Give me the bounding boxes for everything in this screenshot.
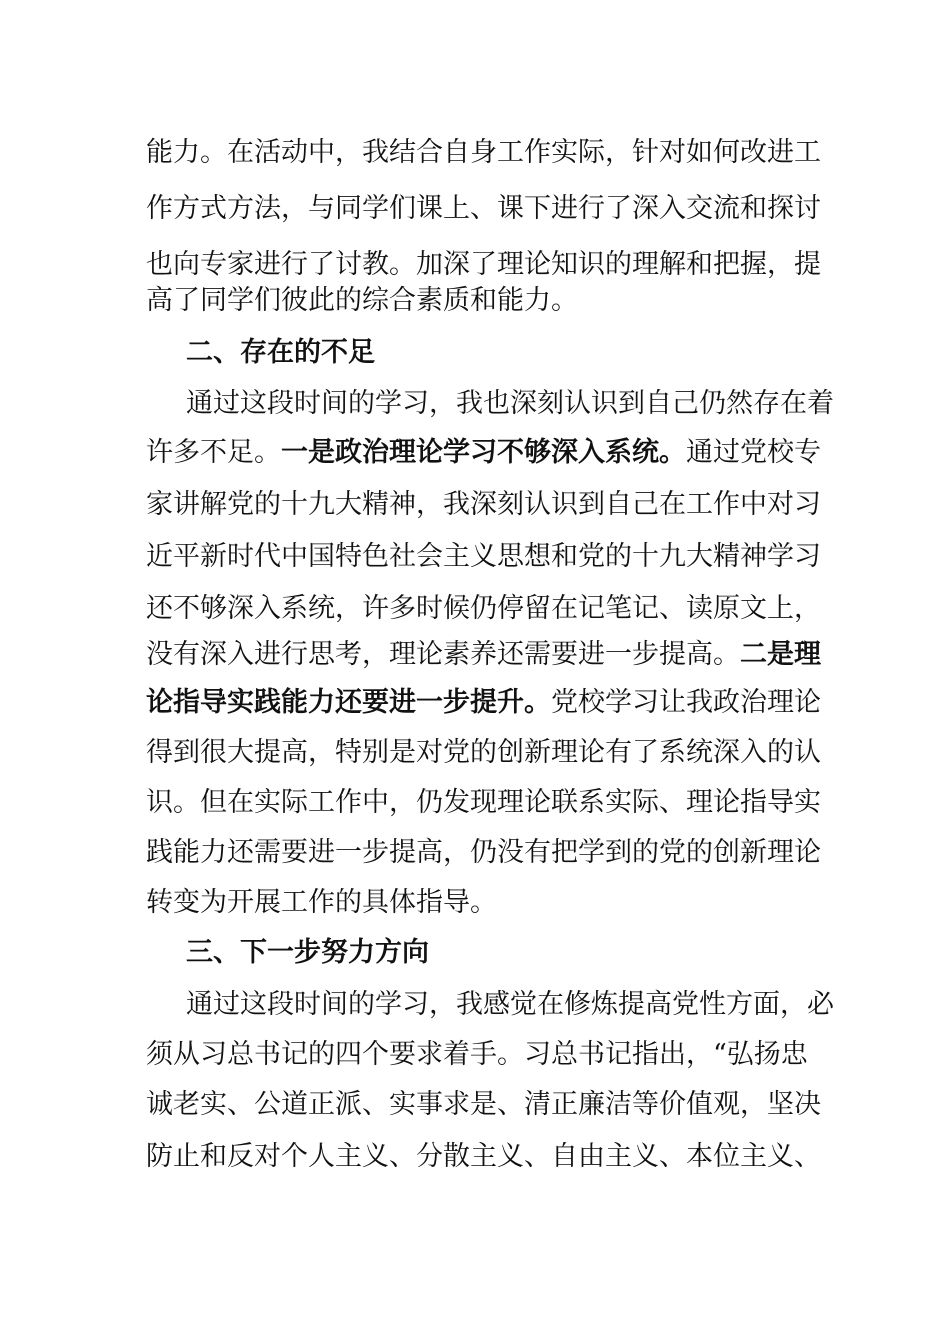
paragraph-line: 防止和反对个人主义、分散主义、自由主义、本位主义、 bbox=[146, 1141, 821, 1172]
paragraph-line: 作方式方法，与同学们课上、课下进行了深入交流和探讨 bbox=[146, 193, 821, 224]
paragraph-line: 转变为开展工作的具体指导。 bbox=[146, 887, 497, 918]
paragraph-line bbox=[146, 683, 821, 723]
inline-text: 通过党校专 bbox=[686, 437, 821, 468]
paragraph-line: 近平新时代中国特色社会主义思想和党的十九大精神学习 bbox=[146, 541, 821, 572]
section-heading: 三、下一步努力方向 bbox=[186, 937, 429, 968]
paragraph-line: 高了同学们彼此的综合素质和能力。 bbox=[146, 285, 578, 316]
paragraph-line: 践能力还需要进一步提高，仍没有把学到的党的创新理论 bbox=[146, 837, 821, 868]
paragraph-line: 也向专家进行了讨教。加深了理论知识的理解和把握，提 bbox=[146, 249, 821, 280]
paragraph-line: 得到很大提高，特别是对党的创新理论有了系统深入的认 bbox=[146, 737, 821, 768]
section-heading: 二、存在的不足 bbox=[186, 337, 375, 368]
paragraph-line: 家讲解党的十九大精神，我深刻认识到自己在工作中对习 bbox=[146, 489, 821, 520]
paragraph-line bbox=[146, 433, 821, 473]
bold-point: 论指导实践能力还要进一步提升。 bbox=[146, 687, 551, 718]
inline-text: 党校学习让我政治理论 bbox=[551, 687, 821, 718]
bold-point: 二是理 bbox=[740, 639, 821, 670]
paragraph-line: 通过这段时间的学习，我感觉在修炼提高党性方面，必 bbox=[186, 989, 834, 1020]
inline-text: 没有深入进行思考，理论素养还需要进一步提高。 bbox=[146, 639, 740, 670]
paragraph-line: 能力。在活动中，我结合自身工作实际，针对如何改进工 bbox=[146, 137, 821, 168]
inline-text: 许多不足。 bbox=[146, 437, 281, 468]
paragraph-line: 通过这段时间的学习，我也深刻认识到自己仍然存在着 bbox=[186, 388, 834, 419]
paragraph-line: 还不够深入系统，许多时候仍停留在记笔记、读原文上， bbox=[146, 593, 821, 624]
paragraph-line: 诚老实、公道正派、实事求是、清正廉洁等价值观，坚决 bbox=[146, 1089, 821, 1120]
paragraph-line bbox=[146, 635, 821, 675]
bold-point: 一是政治理论学习不够深入系统。 bbox=[281, 437, 686, 468]
paragraph-line: 须从习总书记的四个要求着手。习总书记指出，“弘扬忠 bbox=[146, 1039, 808, 1070]
paragraph-line: 识。但在实际工作中，仍发现理论联系实际、理论指导实 bbox=[146, 787, 821, 818]
